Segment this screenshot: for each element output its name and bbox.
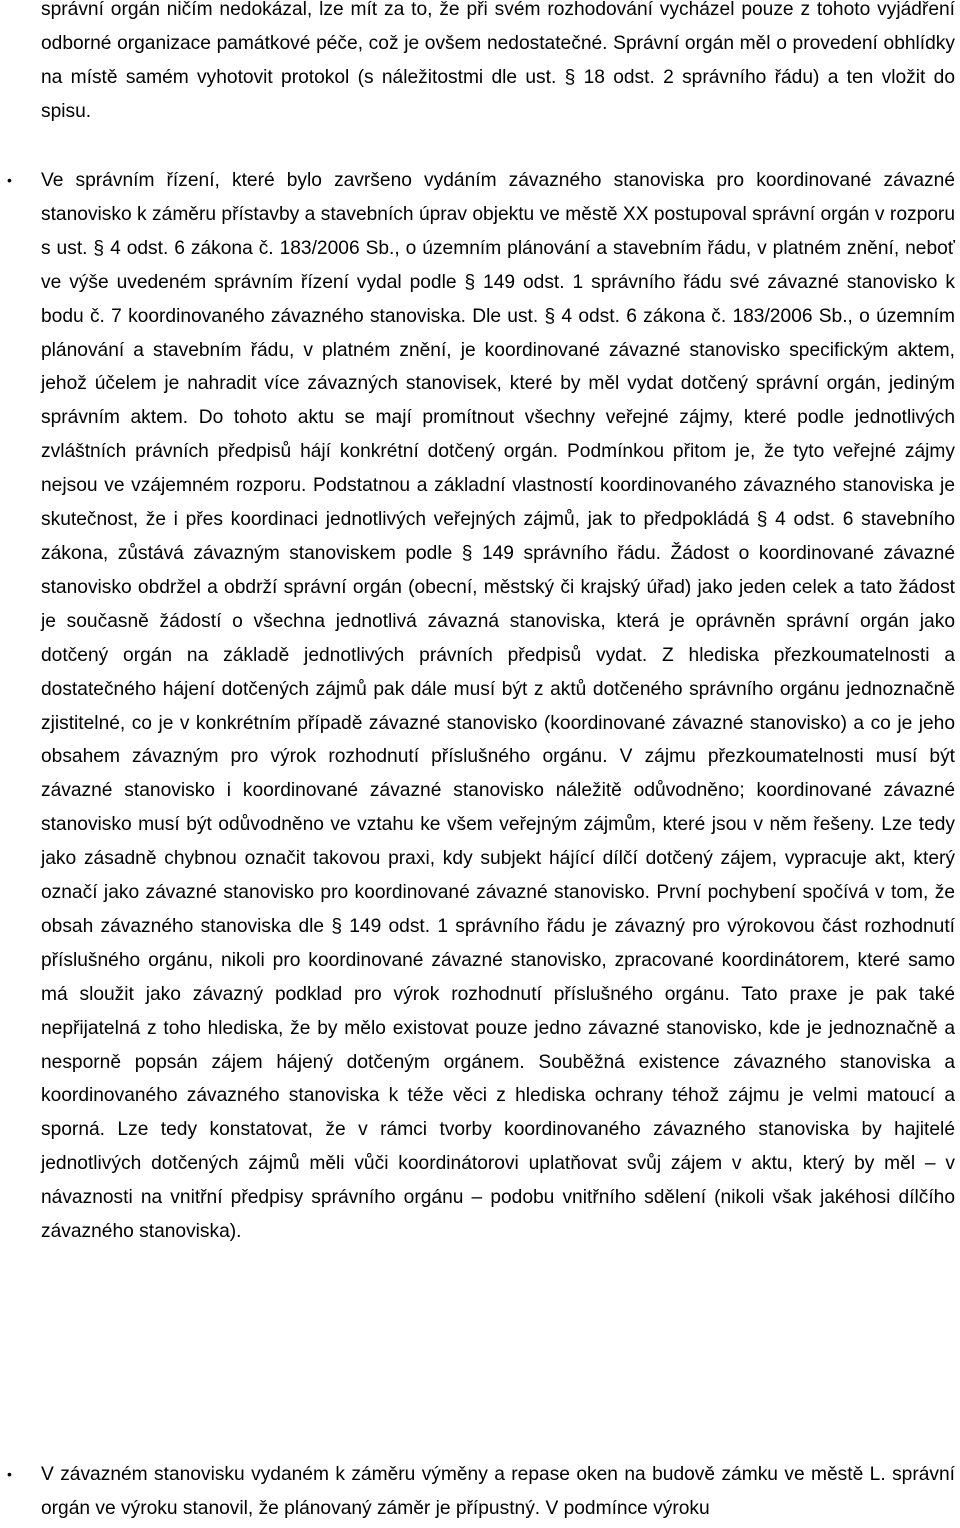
bullet-icon: • <box>7 172 12 188</box>
paragraph-coordinated-binding-opinion: Ve správním řízení, které bylo završeno vydáním závazného stanoviska pro koordinované závazné stanovisko k záměru přístavby a stavebních úprav objektu ve městě XX postupoval správní orgán v rozporu s ust. § 4 odst. 6 zákona č. 183/2006 Sb., o územním plánování a stavebním řádu, v platném znění, neboť ve výše uvedeném správním řízení vydal podle § 149 odst. 1 správního řádu své závazné stanovisko k bodu č. 7 koordinovaného závazného stanoviska. Dle ust. § 4 odst. 6 zákona č. 183/2006 Sb., o územním plánování a stavebním řádu, v platném znění, je koordinované závazné stanovisko specifickým aktem, jehož účelem je nahradit více závazných stanovisek, které by měl vydat dotčený správní orgán, jediným správním aktem. Do tohoto aktu se mají promítnout všechny veřejné zájmy, které podle jednotlivých zvláštních právních předpisů hájí konkrétní dotčený orgán. Podmínkou přitom je, že tyto veřejné zájmy nejsou ve vzájemném rozporu. Podstatnou a základní vlastností koordinovaného závazného stanoviska je skutečnost, že i přes koordinaci jednotlivých veřejných zájmů, jak to předpokládá § 4 odst. 6 stavebního zákona, zůstává závazným stanoviskem podle § 149 správního řádu. Žádost o koordinované závazné stanovisko obdržel a obdrží správní orgán (obecní, městský či krajský úřad) jako jeden celek a tato žádost je současně žádostí o všechna jednotlivá závazná stanoviska, která je oprávněn správní orgán jako dotčený orgán na základě jednotlivých právních předpisů vydat. Z hlediska přezkoumatelnosti a dostatečného hájení dotčených zájmů pak dále musí být z aktů dotčeného správního orgánu jednoznačně zjistitelné, co je v konkrétním případě závazné stanovisko (koordinované závazné stanovisko) a co je jeho obsahem závazným pro výrok rozhodnutí příslušného orgánu. V zájmu přezkoumatelnosti musí být závazné stanovisko i koordinované závazné stanovisko náležitě odůvodněno; koordinované závazné stanovisko musí být odůvodněno ve vztahu ke všem veřejným zájmům, které jsou v něm řešeny. Lze tedy jako zásadně chybnou označit takovou praxi, kdy subjekt hájící dílčí dotčený zájem, vypracuje akt, který označí jako závazné stanovisko pro koordinované závazné stanovisko. První pochybení spočívá v tom, že obsah závazného stanoviska dle § 149 odst. 1 správního řádu je závazný pro výrokovou část rozhodnutí příslušného orgánu, nikoli pro koordinované závazné stanovisko, zpracované koordinátorem, které samo má sloužit jako závazný podklad pro výrok rozhodnutí příslušného orgánu. Tato praxe je pak také nepřijatelná z toho hlediska, že by mělo existovat pouze jedno závazné stanovisko, kde je jednoznačně a nesporně popsán zájem hájený dotčeným orgánem. Souběžná existence závazného stanoviska a koordinovaného závazného stanoviska k téže věci z hlediska ochrany téhož zájmu je velmi matoucí a sporná. Lze tedy konstatovat, že v rámci tvorby koordinovaného závazného stanoviska by hajitelé jednotlivých dotčených zájmů měli vůči koordinátorovi uplatňovat svůj zájem v aktu, který by měl – v návaznosti na vnitřní předpisy správního orgánu – podobu vnitřního sdělení (nikoli však jakéhosi dílčího závazného stanoviska). <box>41 170 955 1243</box>
paragraph-continuation: správní orgán ničím nedokázal, lze mít za to, že při svém rozhodování vycházel pouze z tohoto vyjádření odborné organizace památkové péče, což je ovšem nedostatečné. Správní orgán měl o provedení obhlídky na místě samém vyhotovit protokol (s náležitostmi dle ust. § 18 odst. 2 správního řádu) a ten vložit do spisu. <box>41 0 955 122</box>
paragraph-window-replacement: V závazném stanovisku vydaném k záměru výměny a repase oken na budově zámku ve městě L. správní orgán ve výroku stanovil, že plánovaný záměr je přípustný. V podmínce výroku <box>41 1464 955 1519</box>
bullet-icon: • <box>7 1466 12 1482</box>
